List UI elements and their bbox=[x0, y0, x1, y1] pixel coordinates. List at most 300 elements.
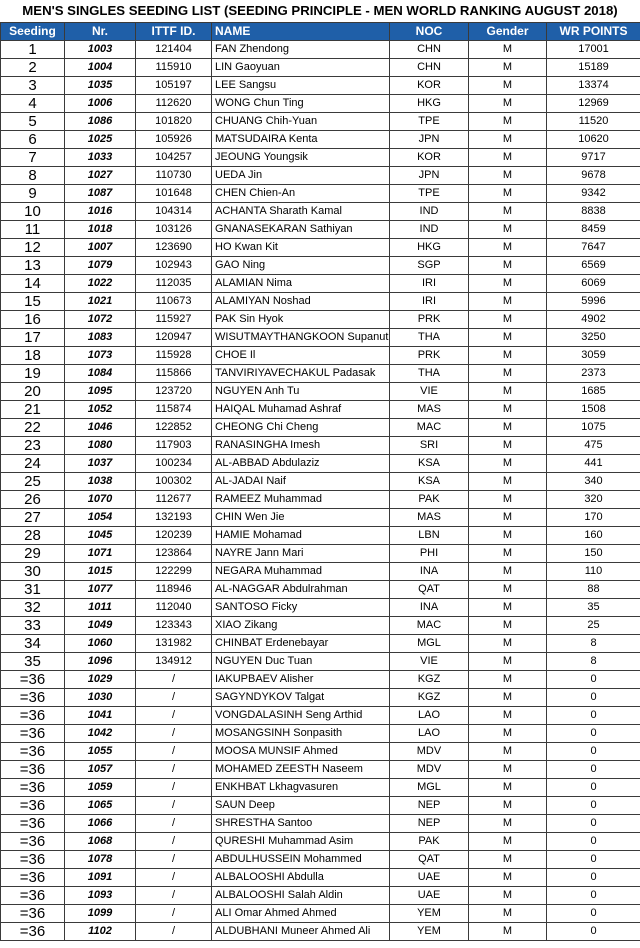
gender-cell: M bbox=[469, 59, 547, 77]
gender-cell: M bbox=[469, 347, 547, 365]
ittf-id-cell: / bbox=[136, 923, 212, 941]
header-noc: NOC bbox=[390, 23, 469, 41]
table-row bbox=[1, 491, 640, 509]
nr-cell: 1055 bbox=[65, 743, 136, 761]
page-title: MEN'S SINGLES SEEDING LIST (SEEDING PRINCIPLE - MEN WORLD RANKING AUGUST 2018) bbox=[22, 3, 618, 18]
ittf-id-cell: 115928 bbox=[136, 347, 212, 365]
wr-points-cell: 1075 bbox=[547, 419, 640, 437]
seeding-cell: 10 bbox=[1, 203, 65, 221]
name-cell: IAKUPBAEV Alisher bbox=[212, 671, 390, 689]
name-cell: FAN Zhendong bbox=[212, 41, 390, 59]
gender-cell: M bbox=[469, 869, 547, 887]
ittf-id-cell: 105926 bbox=[136, 131, 212, 149]
name-cell: GNANASEKARAN Sathiyan bbox=[212, 221, 390, 239]
nr-cell: 1059 bbox=[65, 779, 136, 797]
noc-cell: THA bbox=[390, 365, 469, 383]
noc-cell: MDV bbox=[390, 761, 469, 779]
seeding-cell: 14 bbox=[1, 275, 65, 293]
noc-cell: MAC bbox=[390, 419, 469, 437]
nr-cell: 1070 bbox=[65, 491, 136, 509]
table-body bbox=[1, 41, 640, 941]
seeding-cell: 2 bbox=[1, 59, 65, 77]
nr-cell: 1018 bbox=[65, 221, 136, 239]
nr-cell: 1066 bbox=[65, 815, 136, 833]
nr-cell: 1003 bbox=[65, 41, 136, 59]
gender-cell: M bbox=[469, 725, 547, 743]
ittf-id-cell: / bbox=[136, 833, 212, 851]
nr-cell: 1095 bbox=[65, 383, 136, 401]
noc-cell: UAE bbox=[390, 887, 469, 905]
seeding-cell: 13 bbox=[1, 257, 65, 275]
ittf-id-cell: 103126 bbox=[136, 221, 212, 239]
name-cell: ALBALOOSHI Abdulla bbox=[212, 869, 390, 887]
noc-cell: JPN bbox=[390, 131, 469, 149]
noc-cell: SRI bbox=[390, 437, 469, 455]
ittf-id-cell: 115927 bbox=[136, 311, 212, 329]
ittf-id-cell: 101820 bbox=[136, 113, 212, 131]
gender-cell: M bbox=[469, 653, 547, 671]
seeding-cell: =36 bbox=[1, 707, 65, 725]
gender-cell: M bbox=[469, 275, 547, 293]
ittf-id-cell: / bbox=[136, 797, 212, 815]
gender-cell: M bbox=[469, 797, 547, 815]
seeding-cell: 22 bbox=[1, 419, 65, 437]
table-row bbox=[1, 653, 640, 671]
header-ittf-id: ITTF ID. bbox=[136, 23, 212, 41]
seeding-cell: 9 bbox=[1, 185, 65, 203]
name-cell: NGUYEN Anh Tu bbox=[212, 383, 390, 401]
name-cell: ENKHBAT Lkhagvasuren bbox=[212, 779, 390, 797]
ittf-id-cell: / bbox=[136, 887, 212, 905]
wr-points-cell: 25 bbox=[547, 617, 640, 635]
name-cell: AL-ABBAD Abdulaziz bbox=[212, 455, 390, 473]
nr-cell: 1086 bbox=[65, 113, 136, 131]
ittf-id-cell: 132193 bbox=[136, 509, 212, 527]
noc-cell: MGL bbox=[390, 779, 469, 797]
name-cell: WONG Chun Ting bbox=[212, 95, 390, 113]
gender-cell: M bbox=[469, 527, 547, 545]
ittf-id-cell: 123343 bbox=[136, 617, 212, 635]
noc-cell: VIE bbox=[390, 653, 469, 671]
nr-cell: 1079 bbox=[65, 257, 136, 275]
ittf-id-cell: 100302 bbox=[136, 473, 212, 491]
gender-cell: M bbox=[469, 77, 547, 95]
table-row bbox=[1, 347, 640, 365]
gender-cell: M bbox=[469, 599, 547, 617]
gender-cell: M bbox=[469, 455, 547, 473]
wr-points-cell: 0 bbox=[547, 689, 640, 707]
noc-cell: PHI bbox=[390, 545, 469, 563]
gender-cell: M bbox=[469, 473, 547, 491]
wr-points-cell: 5996 bbox=[547, 293, 640, 311]
wr-points-cell: 3250 bbox=[547, 329, 640, 347]
noc-cell: KGZ bbox=[390, 689, 469, 707]
gender-cell: M bbox=[469, 95, 547, 113]
name-cell: HAIQAL Muhamad Ashraf bbox=[212, 401, 390, 419]
ittf-id-cell: 115874 bbox=[136, 401, 212, 419]
wr-points-cell: 1508 bbox=[547, 401, 640, 419]
wr-points-cell: 9342 bbox=[547, 185, 640, 203]
table-row bbox=[1, 77, 640, 95]
nr-cell: 1080 bbox=[65, 437, 136, 455]
name-cell: UEDA Jin bbox=[212, 167, 390, 185]
name-cell: CHOE Il bbox=[212, 347, 390, 365]
seeding-cell: 28 bbox=[1, 527, 65, 545]
wr-points-cell: 0 bbox=[547, 797, 640, 815]
name-cell: JEOUNG Youngsik bbox=[212, 149, 390, 167]
noc-cell: NEP bbox=[390, 797, 469, 815]
noc-cell: MAS bbox=[390, 401, 469, 419]
nr-cell: 1102 bbox=[65, 923, 136, 941]
table-row bbox=[1, 437, 640, 455]
seeding-cell: =36 bbox=[1, 743, 65, 761]
ittf-id-cell: / bbox=[136, 869, 212, 887]
seeding-cell: 1 bbox=[1, 41, 65, 59]
noc-cell: TPE bbox=[390, 185, 469, 203]
seeding-cell: 11 bbox=[1, 221, 65, 239]
name-cell: MATSUDAIRA Kenta bbox=[212, 131, 390, 149]
noc-cell: YEM bbox=[390, 905, 469, 923]
seeding-cell: 16 bbox=[1, 311, 65, 329]
table-row bbox=[1, 311, 640, 329]
table-row bbox=[1, 689, 640, 707]
ittf-id-cell: 131982 bbox=[136, 635, 212, 653]
nr-cell: 1049 bbox=[65, 617, 136, 635]
ittf-id-cell: 100234 bbox=[136, 455, 212, 473]
seeding-cell: 21 bbox=[1, 401, 65, 419]
table-row bbox=[1, 797, 640, 815]
name-cell: MOSANGSINH Sonpasith bbox=[212, 725, 390, 743]
table-row bbox=[1, 779, 640, 797]
wr-points-cell: 35 bbox=[547, 599, 640, 617]
table-row bbox=[1, 725, 640, 743]
gender-cell: M bbox=[469, 923, 547, 941]
wr-points-cell: 11520 bbox=[547, 113, 640, 131]
gender-cell: M bbox=[469, 761, 547, 779]
name-cell: ALDUBHANI Muneer Ahmed Ali bbox=[212, 923, 390, 941]
seeding-cell: 18 bbox=[1, 347, 65, 365]
wr-points-cell: 0 bbox=[547, 833, 640, 851]
name-cell: ALI Omar Ahmed Ahmed bbox=[212, 905, 390, 923]
nr-cell: 1021 bbox=[65, 293, 136, 311]
table-row bbox=[1, 869, 640, 887]
wr-points-cell: 3059 bbox=[547, 347, 640, 365]
ittf-id-cell: 110673 bbox=[136, 293, 212, 311]
wr-points-cell: 320 bbox=[547, 491, 640, 509]
noc-cell: LAO bbox=[390, 707, 469, 725]
ittf-id-cell: 117903 bbox=[136, 437, 212, 455]
name-cell: CHEONG Chi Cheng bbox=[212, 419, 390, 437]
seeding-cell: 17 bbox=[1, 329, 65, 347]
nr-cell: 1025 bbox=[65, 131, 136, 149]
nr-cell: 1006 bbox=[65, 95, 136, 113]
seeding-cell: 29 bbox=[1, 545, 65, 563]
header-nr: Nr. bbox=[65, 23, 136, 41]
ittf-id-cell: 123864 bbox=[136, 545, 212, 563]
nr-cell: 1087 bbox=[65, 185, 136, 203]
nr-cell: 1042 bbox=[65, 725, 136, 743]
gender-cell: M bbox=[469, 887, 547, 905]
seeding-cell: 7 bbox=[1, 149, 65, 167]
gender-cell: M bbox=[469, 239, 547, 257]
wr-points-cell: 9678 bbox=[547, 167, 640, 185]
nr-cell: 1029 bbox=[65, 671, 136, 689]
seeding-cell: 27 bbox=[1, 509, 65, 527]
seeding-cell: 20 bbox=[1, 383, 65, 401]
table-row bbox=[1, 185, 640, 203]
gender-cell: M bbox=[469, 851, 547, 869]
noc-cell: HKG bbox=[390, 239, 469, 257]
name-cell: HAMIE Mohamad bbox=[212, 527, 390, 545]
table-row bbox=[1, 401, 640, 419]
wr-points-cell: 0 bbox=[547, 905, 640, 923]
gender-cell: M bbox=[469, 437, 547, 455]
gender-cell: M bbox=[469, 41, 547, 59]
noc-cell: SGP bbox=[390, 257, 469, 275]
nr-cell: 1083 bbox=[65, 329, 136, 347]
table-row bbox=[1, 329, 640, 347]
gender-cell: M bbox=[469, 581, 547, 599]
name-cell: LIN Gaoyuan bbox=[212, 59, 390, 77]
seeding-cell: =36 bbox=[1, 761, 65, 779]
seeding-cell: 33 bbox=[1, 617, 65, 635]
wr-points-cell: 4902 bbox=[547, 311, 640, 329]
wr-points-cell: 6569 bbox=[547, 257, 640, 275]
gender-cell: M bbox=[469, 221, 547, 239]
table-row bbox=[1, 851, 640, 869]
wr-points-cell: 110 bbox=[547, 563, 640, 581]
wr-points-cell: 8 bbox=[547, 635, 640, 653]
seeding-cell: 15 bbox=[1, 293, 65, 311]
ittf-id-cell: / bbox=[136, 707, 212, 725]
ittf-id-cell: 120947 bbox=[136, 329, 212, 347]
name-cell: WISUTMAYTHANGKOON Supanut bbox=[212, 329, 390, 347]
wr-points-cell: 475 bbox=[547, 437, 640, 455]
seeding-cell: 24 bbox=[1, 455, 65, 473]
gender-cell: M bbox=[469, 401, 547, 419]
table-row bbox=[1, 527, 640, 545]
gender-cell: M bbox=[469, 167, 547, 185]
wr-points-cell: 8459 bbox=[547, 221, 640, 239]
noc-cell: IRI bbox=[390, 293, 469, 311]
gender-cell: M bbox=[469, 743, 547, 761]
noc-cell: MGL bbox=[390, 635, 469, 653]
wr-points-cell: 6069 bbox=[547, 275, 640, 293]
table-row bbox=[1, 635, 640, 653]
gender-cell: M bbox=[469, 185, 547, 203]
wr-points-cell: 0 bbox=[547, 671, 640, 689]
wr-points-cell: 17001 bbox=[547, 41, 640, 59]
seeding-cell: 35 bbox=[1, 653, 65, 671]
nr-cell: 1078 bbox=[65, 851, 136, 869]
nr-cell: 1033 bbox=[65, 149, 136, 167]
wr-points-cell: 150 bbox=[547, 545, 640, 563]
noc-cell: QAT bbox=[390, 851, 469, 869]
ittf-id-cell: 122852 bbox=[136, 419, 212, 437]
seeding-cell: =36 bbox=[1, 815, 65, 833]
nr-cell: 1011 bbox=[65, 599, 136, 617]
ittf-id-cell: / bbox=[136, 743, 212, 761]
seeding-cell: 34 bbox=[1, 635, 65, 653]
nr-cell: 1057 bbox=[65, 761, 136, 779]
noc-cell: MAC bbox=[390, 617, 469, 635]
name-cell: AL-NAGGAR Abdulrahman bbox=[212, 581, 390, 599]
wr-points-cell: 15189 bbox=[547, 59, 640, 77]
table-row bbox=[1, 419, 640, 437]
table-row bbox=[1, 761, 640, 779]
nr-cell: 1054 bbox=[65, 509, 136, 527]
name-cell: GAO Ning bbox=[212, 257, 390, 275]
gender-cell: M bbox=[469, 311, 547, 329]
table-row bbox=[1, 365, 640, 383]
table-row bbox=[1, 167, 640, 185]
ittf-id-cell: 112620 bbox=[136, 95, 212, 113]
wr-points-cell: 9717 bbox=[547, 149, 640, 167]
gender-cell: M bbox=[469, 491, 547, 509]
table-row bbox=[1, 617, 640, 635]
ittf-id-cell: 121404 bbox=[136, 41, 212, 59]
wr-points-cell: 160 bbox=[547, 527, 640, 545]
nr-cell: 1027 bbox=[65, 167, 136, 185]
gender-cell: M bbox=[469, 707, 547, 725]
header-seeding: Seeding bbox=[1, 23, 65, 41]
name-cell: VONGDALASINH Seng Arthid bbox=[212, 707, 390, 725]
table-row bbox=[1, 545, 640, 563]
gender-cell: M bbox=[469, 671, 547, 689]
seeding-cell: =36 bbox=[1, 797, 65, 815]
name-cell: LEE Sangsu bbox=[212, 77, 390, 95]
noc-cell: KSA bbox=[390, 473, 469, 491]
header-gender: Gender bbox=[469, 23, 547, 41]
seeding-cell: =36 bbox=[1, 671, 65, 689]
table-row bbox=[1, 887, 640, 905]
noc-cell: CHN bbox=[390, 59, 469, 77]
name-cell: NEGARA Muhammad bbox=[212, 563, 390, 581]
wr-points-cell: 0 bbox=[547, 707, 640, 725]
name-cell: CHIN Wen Jie bbox=[212, 509, 390, 527]
noc-cell: IND bbox=[390, 203, 469, 221]
noc-cell: HKG bbox=[390, 95, 469, 113]
wr-points-cell: 170 bbox=[547, 509, 640, 527]
nr-cell: 1071 bbox=[65, 545, 136, 563]
table-row bbox=[1, 383, 640, 401]
wr-points-cell: 0 bbox=[547, 725, 640, 743]
table-row bbox=[1, 149, 640, 167]
seeding-cell: 31 bbox=[1, 581, 65, 599]
noc-cell: LAO bbox=[390, 725, 469, 743]
name-cell: CHEN Chien-An bbox=[212, 185, 390, 203]
name-cell: AL-JADAI Naif bbox=[212, 473, 390, 491]
ittf-id-cell: 122299 bbox=[136, 563, 212, 581]
nr-cell: 1065 bbox=[65, 797, 136, 815]
ittf-id-cell: 123720 bbox=[136, 383, 212, 401]
nr-cell: 1077 bbox=[65, 581, 136, 599]
seeding-table bbox=[0, 22, 640, 941]
gender-cell: M bbox=[469, 257, 547, 275]
name-cell: ALBALOOSHI Salah Aldin bbox=[212, 887, 390, 905]
seeding-cell: =36 bbox=[1, 725, 65, 743]
nr-cell: 1068 bbox=[65, 833, 136, 851]
seeding-cell: =36 bbox=[1, 905, 65, 923]
wr-points-cell: 441 bbox=[547, 455, 640, 473]
wr-points-cell: 8838 bbox=[547, 203, 640, 221]
nr-cell: 1030 bbox=[65, 689, 136, 707]
name-cell: SAUN Deep bbox=[212, 797, 390, 815]
nr-cell: 1052 bbox=[65, 401, 136, 419]
noc-cell: UAE bbox=[390, 869, 469, 887]
name-cell: ALAMIYAN Noshad bbox=[212, 293, 390, 311]
gender-cell: M bbox=[469, 635, 547, 653]
seeding-cell: =36 bbox=[1, 887, 65, 905]
wr-points-cell: 0 bbox=[547, 869, 640, 887]
wr-points-cell: 1685 bbox=[547, 383, 640, 401]
nr-cell: 1037 bbox=[65, 455, 136, 473]
gender-cell: M bbox=[469, 779, 547, 797]
wr-points-cell: 8 bbox=[547, 653, 640, 671]
ittf-id-cell: / bbox=[136, 671, 212, 689]
header-wr-points: WR POINTS bbox=[547, 23, 640, 41]
table-row bbox=[1, 455, 640, 473]
noc-cell: QAT bbox=[390, 581, 469, 599]
noc-cell: JPN bbox=[390, 167, 469, 185]
gender-cell: M bbox=[469, 329, 547, 347]
ittf-id-cell: 101648 bbox=[136, 185, 212, 203]
nr-cell: 1084 bbox=[65, 365, 136, 383]
seeding-cell: 8 bbox=[1, 167, 65, 185]
ittf-id-cell: / bbox=[136, 815, 212, 833]
header-row bbox=[1, 23, 640, 41]
table-row bbox=[1, 113, 640, 131]
name-cell: ABDULHUSSEIN Mohammed bbox=[212, 851, 390, 869]
ittf-id-cell: 123690 bbox=[136, 239, 212, 257]
table-row bbox=[1, 599, 640, 617]
seeding-cell: =36 bbox=[1, 779, 65, 797]
name-cell: XIAO Zikang bbox=[212, 617, 390, 635]
table-row bbox=[1, 203, 640, 221]
wr-points-cell: 7647 bbox=[547, 239, 640, 257]
name-cell: NGUYEN Duc Tuan bbox=[212, 653, 390, 671]
name-cell: MOOSA MUNSIF Ahmed bbox=[212, 743, 390, 761]
gender-cell: M bbox=[469, 617, 547, 635]
ittf-id-cell: 104257 bbox=[136, 149, 212, 167]
name-cell: ALAMIAN Nima bbox=[212, 275, 390, 293]
seeding-cell: =36 bbox=[1, 869, 65, 887]
seeding-cell: 26 bbox=[1, 491, 65, 509]
gender-cell: M bbox=[469, 689, 547, 707]
seeding-cell: 4 bbox=[1, 95, 65, 113]
seeding-cell: =36 bbox=[1, 923, 65, 941]
ittf-id-cell: 115910 bbox=[136, 59, 212, 77]
noc-cell: KSA bbox=[390, 455, 469, 473]
seeding-cell: 12 bbox=[1, 239, 65, 257]
gender-cell: M bbox=[469, 149, 547, 167]
table-row bbox=[1, 59, 640, 77]
ittf-id-cell: 118946 bbox=[136, 581, 212, 599]
gender-cell: M bbox=[469, 131, 547, 149]
ittf-id-cell: 115866 bbox=[136, 365, 212, 383]
table-row bbox=[1, 833, 640, 851]
name-cell: MOHAMED ZEESTH Naseem bbox=[212, 761, 390, 779]
noc-cell: YEM bbox=[390, 923, 469, 941]
nr-cell: 1046 bbox=[65, 419, 136, 437]
noc-cell: PAK bbox=[390, 833, 469, 851]
table-row bbox=[1, 923, 640, 941]
table-row bbox=[1, 41, 640, 59]
wr-points-cell: 2373 bbox=[547, 365, 640, 383]
nr-cell: 1060 bbox=[65, 635, 136, 653]
gender-cell: M bbox=[469, 563, 547, 581]
seeding-cell: 32 bbox=[1, 599, 65, 617]
